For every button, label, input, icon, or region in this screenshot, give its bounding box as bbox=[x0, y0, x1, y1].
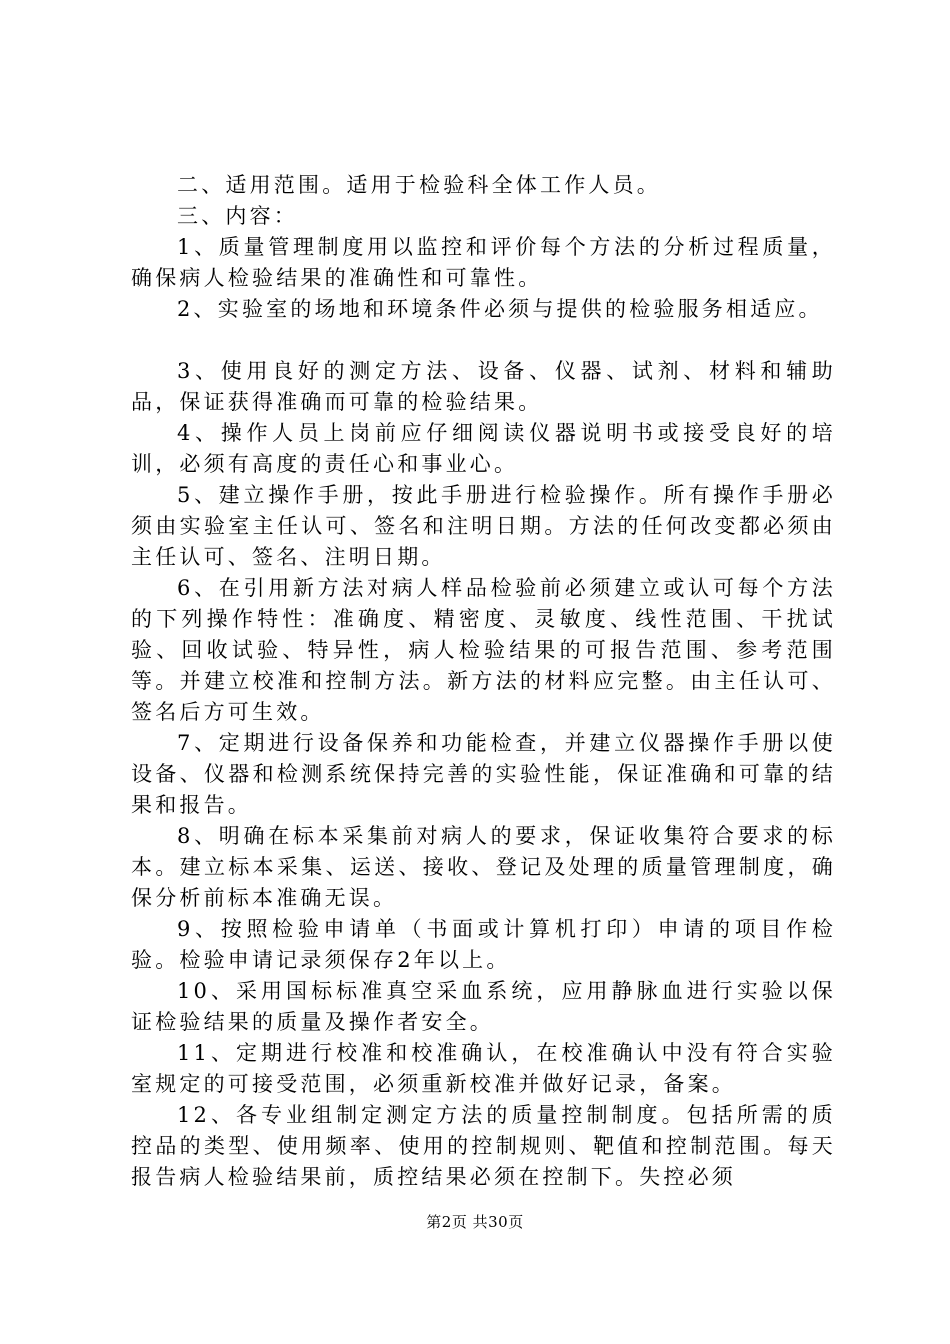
paragraph-item-1: 1、质量管理制度用以监控和评价每个方法的分析过程质量，确保病人检验结果的准确性和可靠性。 bbox=[131, 235, 836, 290]
paragraph-content-heading: 三、内容： bbox=[177, 204, 298, 228]
paragraph-item-11: 11、定期进行校准和校准确认，在校准确认中没有符合实验室规定的可接受范围，必须重新校准并做好记录，备案。 bbox=[131, 1041, 836, 1096]
paragraph-item-4: 4、操作人员上岗前应仔细阅读仪器说明书或接受良好的培训，必须有高度的责任心和事业心。 bbox=[131, 421, 836, 476]
paragraph-scope: 二、适用范围。适用于检验科全体工作人员。 bbox=[177, 173, 661, 197]
document-body bbox=[131, 170, 836, 1193]
paragraph-item-7: 7、定期进行设备保养和功能检查，并建立仪器操作手册以使设备、仪器和检测系统保持完善的实验性能，保证准确和可靠的结果和报告。 bbox=[131, 731, 836, 817]
paragraph-item-8: 8、明确在标本采集前对病人的要求，保证收集符合要求的标本。建立标本采集、运送、接收、登记及处理的质量管理制度，确保分析前标本准确无误。 bbox=[131, 824, 836, 910]
paragraph-item-3: 3、使用良好的测定方法、设备、仪器、试剂、材料和辅助品，保证获得准确而可靠的检验结果。 bbox=[131, 359, 836, 414]
paragraph-item-6: 6、在引用新方法对病人样品检验前必须建立或认可每个方法的下列操作特性：准确度、精密度、灵敏度、线性范围、干扰试验、回收试验、特异性，病人检验结果的可报告范围、参考范围等。并建立校准和控制方法。新方法的材料应完整。由主任认可、签名后方可生效。 bbox=[131, 576, 836, 724]
page-number-footer: 第2页 共30页 bbox=[426, 1213, 524, 1231]
paragraph-item-9: 9、按照检验申请单（书面或计算机打印）申请的项目作检验。检验申请记录须保存2年以上。 bbox=[131, 917, 836, 972]
paragraph-item-5: 5、建立操作手册，按此手册进行检验操作。所有操作手册必须由实验室主任认可、签名和注明日期。方法的任何改变都必须由主任认可、签名、注明日期。 bbox=[131, 483, 836, 569]
paragraph-item-10: 10、采用国标标准真空采血系统，应用静脉血进行实验以保证检验结果的质量及操作者安全。 bbox=[131, 979, 836, 1034]
paragraph-item-12: 12、各专业组制定测定方法的质量控制制度。包括所需的质控品的类型、使用频率、使用的控制规则、靶值和控制范围。每天报告病人检验结果前，质控结果必须在控制下。失控必须 bbox=[131, 1103, 836, 1189]
paragraph-item-2: 2、实验室的场地和环境条件必须与提供的检验服务相适应。 bbox=[177, 297, 823, 321]
